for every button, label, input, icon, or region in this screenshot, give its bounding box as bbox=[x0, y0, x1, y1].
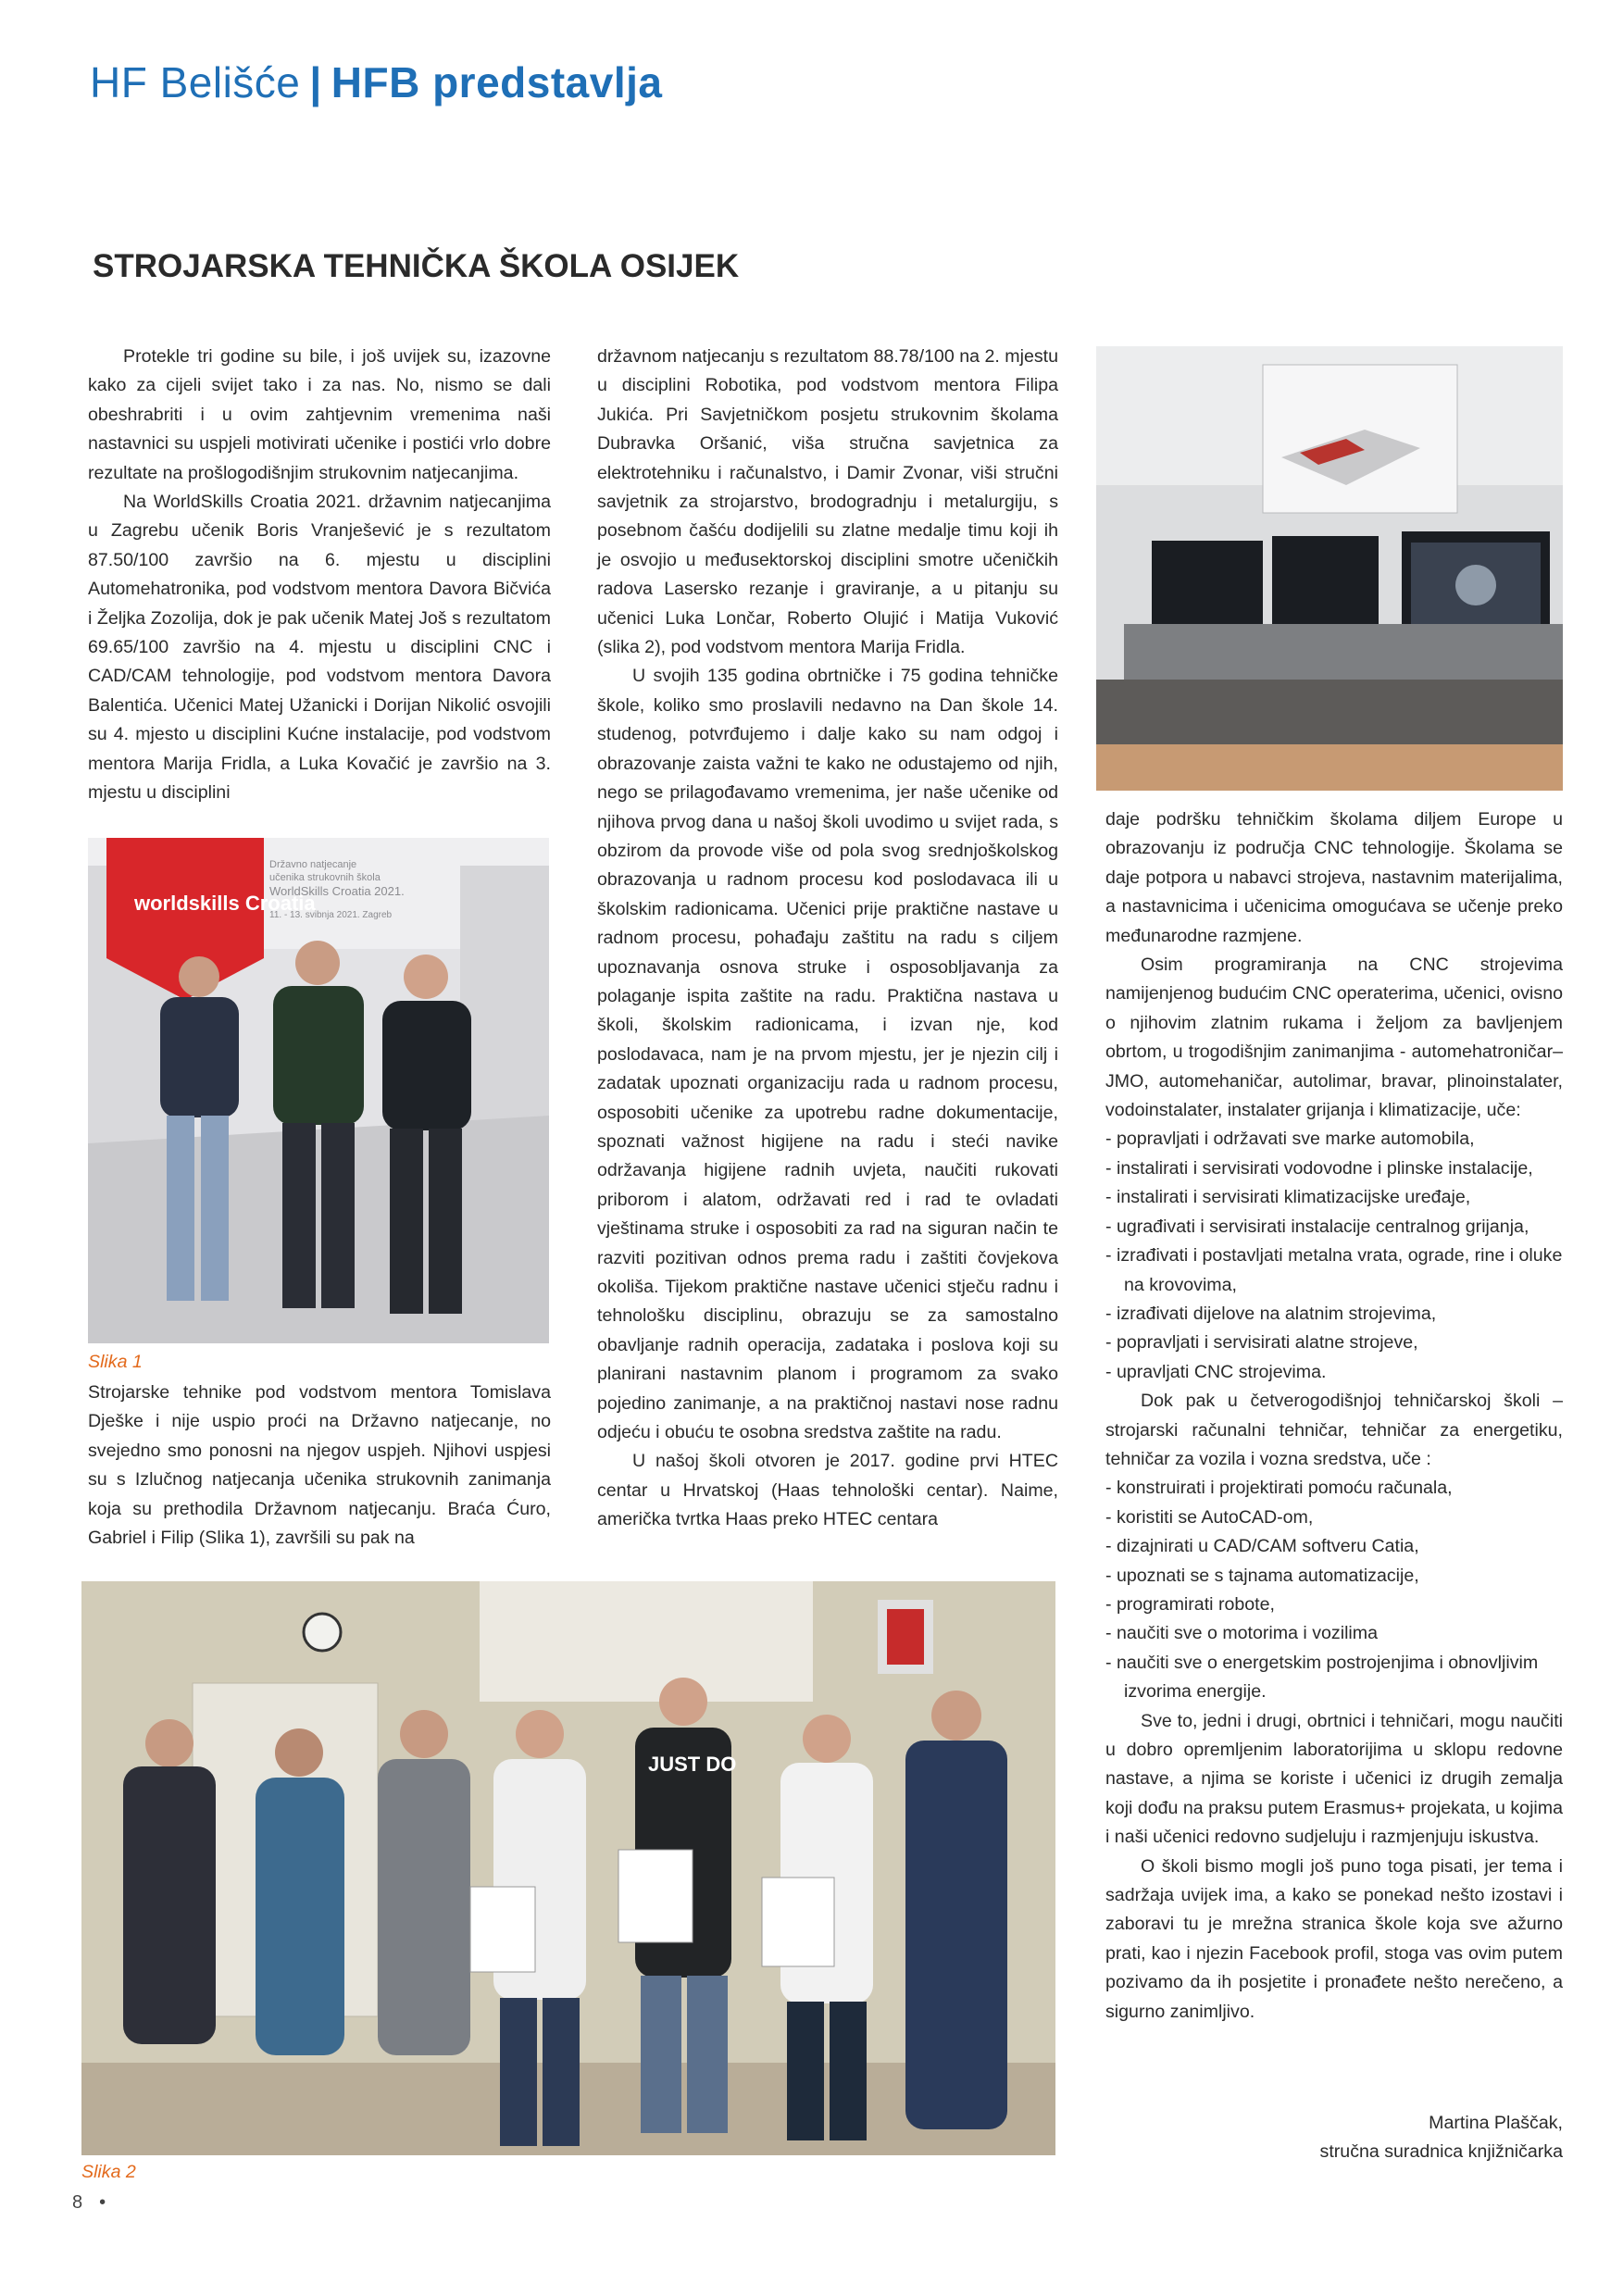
paragraph: Strojarske tehnike pod vodstvom mentora Tomislava Dješke i nije uspio proći na Državno natjecanje, no svejedno smo ponosni na njegov uspjeh. Njihovi uspjesi su s Izlučnog natjecanja učenika strukovnih zanimanja koja su prethodila Državnom natjecanju. Braća Ćuro, Gabriel i Filip (Slika 1), završili su pak na bbox=[88, 1382, 551, 1549]
paragraph: Protekle tri godine su bile, i još uvijek su, izazovne kako za cijeli svijet tako i za nas. No, nismo se dali obeshrabriti i u ovim zahtjevnim vremenima naši nastavnici su uspjeli motivirati učenike i postići vrlo dobre rezultate na prošlogodišnjim strukovnim natjecanjima. bbox=[88, 346, 551, 483]
page-number-value: 8 bbox=[72, 2192, 83, 2213]
photo-worldskills-students bbox=[88, 838, 549, 1343]
list-item: - popravljati i servisirati alatne strojeve, bbox=[1105, 1332, 1418, 1354]
list-item: - popravljati i održavati sve marke automobila, bbox=[1105, 1129, 1475, 1150]
list-item: - izrađivati i postavljati metalna vrata, ograde, rine i oluke na krovovima, bbox=[1105, 1245, 1563, 1295]
skills-list-technicians bbox=[1105, 1474, 1563, 1706]
author-role: stručna suradnica knjižničarka bbox=[1319, 2141, 1563, 2162]
paragraph: državnom natjecanju s rezultatom 88.78/100 na 2. mjestu u disciplini Robotika, pod vodstvom mentora Filipa Jukića. Pri Savjetničkom posjetu strukovnim školama Dubravka Oršanić, viša stručna savjetnica za elektrotehniku i računalstvo, i Damir Zvonar, viši stručni savjetnik za strojarstvo, brodogradnju i metalurgiju, s posebnom čašću dodijelili su zlatne medalje timu koji ih je osvojio u međusektorskoj disciplini smotre učeničkih radova Lasersko rezanje i graviranje, a u pitanju su učenici Luka Lončar, Roberto Olujić i Matija Vuković (slika 2), pod vodstvom mentora Marija Fridla. bbox=[597, 346, 1058, 658]
photo-cnc-lab bbox=[1096, 346, 1563, 791]
list-item: - konstruirati i projektirati pomoću računala, bbox=[1105, 1478, 1453, 1499]
shirt-text: JUST DO bbox=[648, 1753, 737, 1776]
banner-logo-text: worldskills Croatia bbox=[134, 892, 316, 915]
list-item: - instalirati i servisirati vodovodne i plinske instalacije, bbox=[1105, 1157, 1533, 1179]
caption-1: Slika 1 bbox=[88, 1352, 143, 1372]
author-signature bbox=[1204, 2109, 1563, 2166]
paragraph: U našoj školi otvoren je 2017. godine prvi HTEC centar u Hrvatskoj (Haas tehnološki centar). Naime, američka tvrtka Haas preko HTEC centara bbox=[597, 1451, 1058, 1530]
header-section: HFB predstavlja bbox=[331, 58, 663, 106]
person bbox=[378, 1710, 470, 2055]
banner-text: Državno natjecanje bbox=[269, 859, 357, 870]
page-number bbox=[72, 2192, 106, 2214]
paragraph: O školi bismo mogli još puno toga pisati, jer tema i sadržaja uvijek ima, a kako se ponekad nešto izostavi i zaboravi tu je mrežna stranica škole koja sve ažurno prati, kao i njezin Facebook profil, stoga vas ovim putem pozivamo da ih posjetite i pronađete nešto nerečeno, a sigurno zanimljivo. bbox=[1105, 1855, 1563, 2022]
paragraph: Sve to, jedni i drugi, obrtnici i tehničari, mogu naučiti u dobro opremljenim laboratorijima u sklopu redovne nastave, a njima se koriste i učenici iz drugih zemalja koji dođu na praksu putem Erasmus+ projekata, u kojima i naši učenici redovno sudjeluju i razmjenjuju iskustva. bbox=[1105, 1710, 1563, 1848]
article-title: STROJARSKA TEHNIČKA ŠKOLA OSIJEK bbox=[93, 248, 740, 284]
person bbox=[905, 1691, 1007, 2129]
list-item: - instalirati i servisirati klimatizacijske uređaje, bbox=[1105, 1187, 1471, 1208]
paragraph: U svojih 135 godina obrtničke i 75 godina tehničke škole, koliko smo proslavili nedavno na Dan škole 14. studenog, potvrđujemo i dalje kako su nam odgoj i obrazovanje zaista važni te kako ne odustajemo od njih, nego se prilagođavamo vremenima, jer naše učenike od njihova prvog dana u našoj školi uvodimo u svijet rada, s obzirom da provode više od pola svog srednjoškolskog obrazovanja u radnom procesu kod poslodavaca ili u školskim radionicama. Učenici prije praktične nastave u radnom procesu, pohađaju zaštitu na radu s ciljem upoznavanja osnova struke i osposobljavanja za polaganje ispita zaštite na radu. Praktična nastava u školi, školskim radionicama, i izvan nje, kod poslodavaca, nam je na prvom mjestu, jer je njezin cilj i zadatak upoznati organizaciju rada u radnom procesu, osposobiti učenike za upotrebu radne dokumentacije, spoznati važnost higijene na radu i steći navike održavanja higijene radnih uvjeta, naučiti rukovati priborom i alatom, održavati red i rad te ovladati vještinama struke i osposobiti za rad na siguran način te razviti pozitivan odnos prema radu i zaštiti čovjekova okoliša. Tijekom praktične nastave učenici stječu radnu i tehnološku disciplinu, obrazuju se za samostalno obavljanje radnih operacija, zadataka i poslova koji su planirani nastavnim planom i programom za svako pojedino zanimanje, a na praktičnoj nastavi nose radnu odjeću i obuću te osobna sredstva zaštite na radu. bbox=[597, 666, 1058, 1443]
column-3 bbox=[1105, 805, 1563, 2027]
paragraph: daje podršku tehničkim školama diljem Europe u obrazovanju iz područja CNC tehnologije. Školama se daje potpora u nabavci strojeva, nastavnim materijalima, a nastavnicima i učenicima omogućava se učenje preko međunarodne razmjene. bbox=[1105, 809, 1563, 946]
banner-text: učenika strukovnih škola bbox=[269, 872, 381, 883]
list-item: - naučiti sve o energetskim postrojenjima i obnovljivim izvorima energije. bbox=[1105, 1652, 1539, 1703]
caption-2: Slika 2 bbox=[81, 2162, 136, 2182]
skills-list-trades bbox=[1105, 1125, 1563, 1387]
list-item: - upravljati CNC strojevima. bbox=[1105, 1361, 1327, 1382]
list-item: - ugrađivati i servisirati instalacije centralnog grijanja, bbox=[1105, 1216, 1529, 1237]
list-item: - dizajnirati u CAD/CAM softveru Catia, bbox=[1105, 1536, 1419, 1557]
banner-text: WorldSkills Croatia 2021. bbox=[269, 884, 405, 898]
list-item: - programirati robote, bbox=[1105, 1593, 1275, 1615]
column-1-continued bbox=[88, 1379, 551, 1553]
column-1 bbox=[88, 343, 551, 808]
list-item: - naučiti sve o motorima i vozilima bbox=[1105, 1623, 1378, 1644]
banner-text: 11. - 13. svibnja 2021. Zagreb bbox=[269, 910, 393, 920]
column-2 bbox=[597, 343, 1058, 1535]
header-brand: HF Belišće bbox=[90, 58, 301, 106]
paragraph: Dok pak u četverogodišnjoj tehničarskoj školi – strojarski računalni tehničar, tehničar za energetiku, tehničar za vozila i vozna sredstva, uče : bbox=[1105, 1391, 1563, 1469]
person bbox=[123, 1719, 216, 2044]
paragraph: Osim programiranja na CNC strojevima namijenjenog budućim CNC operaterima, učenici, ovisno o njihovim zlatnim rukama i željom za bavljenjem obrtom, u trogodišnjim zanimanjima - automehatroničar–JMO, automehaničar, autolimar, bravar, plinoinstalater, vodoinstalater, instalater grijanja i klimatizacije, uče: bbox=[1105, 955, 1563, 1121]
list-item: - koristiti se AutoCAD-om, bbox=[1105, 1506, 1314, 1528]
magazine-header bbox=[90, 57, 662, 107]
list-item: - izrađivati dijelove na alatnim strojevima, bbox=[1105, 1303, 1437, 1324]
photo-medal-group bbox=[81, 1581, 1055, 2155]
bullet-icon: • bbox=[99, 2192, 106, 2213]
header-separator: | bbox=[309, 58, 322, 106]
list-item: - upoznati se s tajnama automatizacije, bbox=[1105, 1565, 1419, 1586]
paragraph: Na WorldSkills Croatia 2021. državnim natjecanjima u Zagrebu učenik Boris Vranješević je s rezultatom 87.50/100 završio na 6. mjestu u disciplini Automehatronika, pod vodstvom mentora Davora Bičvića i Željka Zozolija, dok je pak učenik Matej Još s rezultatom 69.65/100 završio na 4. mjestu u disciplini CNC i CAD/CAM tehnologije, pod vodstvom mentora Davora Balentića. Učenici Matej Užanicki i Dorijan Nikolić osvojili su 4. mjesto u disciplini Kućne instalacije, pod vodstvom mentora Marija Fridla, a Luka Kovačić je završio na 3. mjestu u disciplini bbox=[88, 492, 551, 804]
author-name: Martina Plaščak, bbox=[1429, 2113, 1563, 2133]
